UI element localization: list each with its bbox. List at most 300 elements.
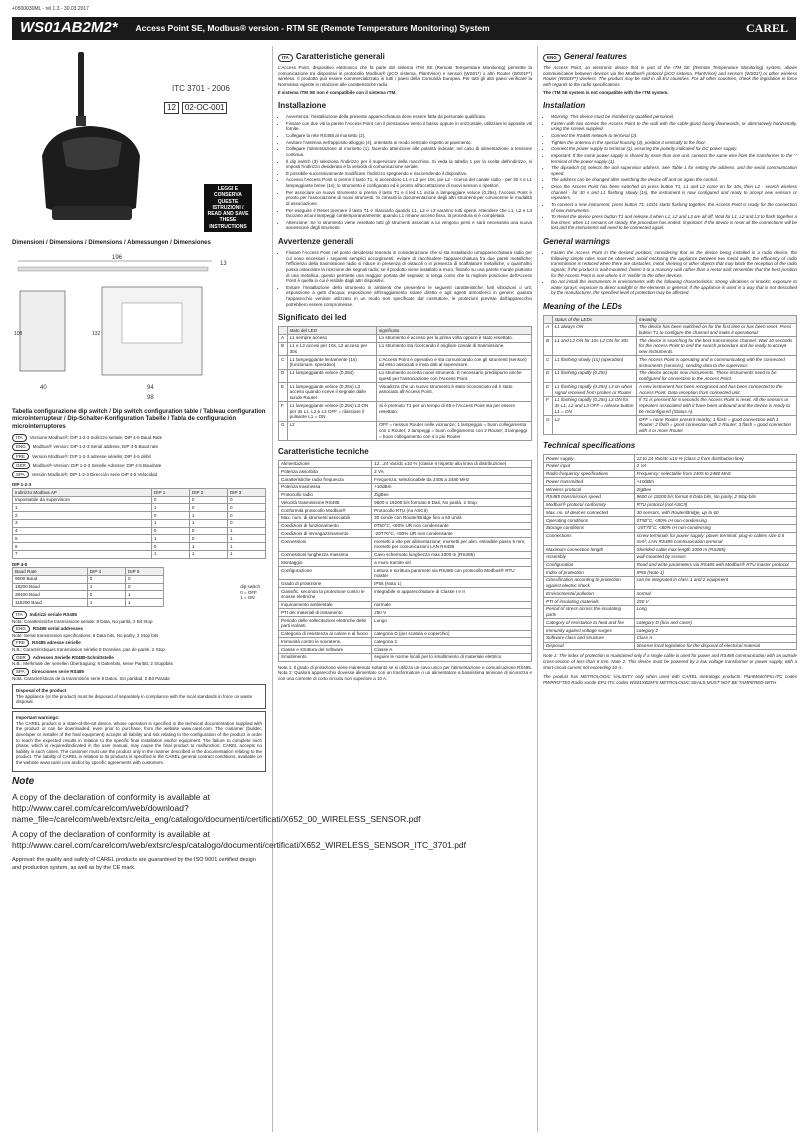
- table-cell: 250 V: [372, 609, 532, 617]
- table-header-row: [13, 568, 164, 576]
- dim-196: 196: [112, 254, 123, 261]
- table-row: [13, 599, 164, 607]
- spec-row: [279, 630, 532, 638]
- table-cell: 0: [227, 504, 265, 512]
- table-cell: ZigBee: [634, 486, 796, 494]
- rs485-title: RS485 adresse sérielle: [32, 640, 81, 646]
- dim-13: 13: [220, 260, 227, 267]
- table-cell: 9600 or 19200 b/s format 8 Data bits, No parity, 2 Stop bits: [634, 493, 796, 501]
- table-cell: Connections: [544, 532, 635, 545]
- led-row: [279, 356, 532, 369]
- note-title: Note: [12, 775, 35, 787]
- table-cell: Maximum connection length: [544, 546, 635, 554]
- spec-row: [279, 646, 532, 654]
- table-cell: L1 flashing rapidly (0.25s) L3 ON for 3s L1, L2 and L3 OFF = release button L1 = ON: [552, 396, 636, 415]
- table-cell: 0: [126, 583, 164, 591]
- table-header-cell: DIP 3: [227, 489, 265, 497]
- table-header-cell: [544, 316, 553, 324]
- table-header-row: [279, 327, 532, 335]
- spec-row: [544, 455, 797, 463]
- led-title: Meaning of the LEDs: [543, 302, 623, 311]
- table-cell: 9600 Baud: [13, 575, 88, 583]
- table-cell: Configurazione: [279, 567, 372, 580]
- itc-label: ITC 3701 - 2006: [172, 84, 230, 93]
- table-cell: 250 V: [634, 598, 796, 606]
- table-cell: L1 e L2 accesi per 10s, L2 acceso per 30s: [287, 342, 376, 355]
- table-cell: Classific. secondo la protezione contro le scosse elettriche: [279, 588, 372, 601]
- table-cell: Periodo delle sollecitazioni elettriche delle parti isolanti: [279, 617, 372, 630]
- table-cell: 1: [189, 519, 227, 527]
- table-cell: Modbus® protocol conformity: [544, 501, 635, 509]
- table-cell: 3: [13, 519, 152, 527]
- table-cell: 30 sensors, with Router/Bridge, up to 60: [634, 509, 796, 517]
- table-cell: 1: [227, 543, 265, 551]
- table-cell: 12 to 24 Vac/dc ±10 % (class 2 from distribution line): [634, 455, 796, 463]
- list-item: • Per eseguire il Reset premere il tasto T1 e rilasciarlo quando L1, L2 e L3 saranno tutti spenti. Attendere che L1, L2 e L3 facciano alcuni lampeggi contemporaneamente: quando L1 rimane acceso fisso, la procedura si è completata.: [286, 208, 532, 219]
- table-row: [13, 543, 266, 551]
- led-row: [279, 342, 532, 355]
- note-2: A copy of the declaration of conformity is available at http://www.carel.com/carelcom/web/extsrc/esp/catalogo/documenti/certificati/X652_WIRELESS_SENSOR_ITC_3701.pdf: [12, 829, 467, 851]
- rs485-item: [12, 654, 266, 667]
- table-cell: Software class and structure: [544, 634, 635, 642]
- note-1: A copy of the declaration of conformity is available at http://www.carel.com/carelcom/web/download?name_file=/carelcom/web/extsrc/eita_eng/catalogo/documenti/certificati/X652_00_WIRELESS_SENSOR.pdf: [12, 792, 421, 825]
- table-cell: Disposal: [544, 642, 635, 650]
- rs485-title: Direcciones serie RS485: [31, 668, 84, 674]
- spec-row: [544, 478, 797, 486]
- spec-row: [544, 509, 797, 517]
- table-cell: 1: [126, 591, 164, 599]
- table-cell: Shielded cable max length 1000 m (RS485): [634, 546, 796, 554]
- list-item: • Avvertenza: l'installazione della presente apparecchiatura deve essere fatta da personale qualificato.: [286, 114, 532, 120]
- table-cell: L1 sempre acceso: [287, 334, 376, 342]
- spec-row: [279, 580, 532, 588]
- table-cell: C: [544, 356, 553, 369]
- table-cell: Classe A: [372, 646, 532, 654]
- table-cell: 1: [87, 583, 125, 591]
- table-cell: Montaggio: [279, 559, 372, 567]
- table-cell: category D (box and cover): [634, 619, 796, 627]
- table-cell: L2: [287, 421, 376, 440]
- table-cell: The device is searching for the best transmission channel. Wait 10 seconds for the Access Point to end the search procedure and be ready to accept new instruments.: [636, 337, 796, 356]
- itc-number: 12: [164, 102, 179, 114]
- table-cell: seguire le norme locali per lo smaltimento di materiale elettrico: [372, 653, 532, 661]
- model-code: WS01AB2M2*: [20, 19, 118, 37]
- table-cell: E: [544, 383, 553, 396]
- lang-badge: ITA: [12, 434, 27, 442]
- table-cell: The device accepts new instruments. These instruments need to be configured for connection to the Access Point.: [636, 369, 796, 382]
- installation-list: [551, 114, 797, 231]
- installation-title: Installazione: [278, 101, 327, 111]
- rs485-item: [12, 611, 266, 624]
- spec-row: [544, 642, 797, 650]
- lang-eng-badge: ENG: [543, 54, 561, 62]
- led-row: [279, 334, 532, 342]
- spec-row: [279, 601, 532, 609]
- table-cell: OFF = nessun Router nelle vicinanze; 1 lampeggio = buon collegamento con 1 Router; 2 lampeggi = buon collegamento con 2 Router; 3 lampeggi = buon collegamento con 4 o più Router: [376, 421, 531, 440]
- led-table: [543, 315, 797, 435]
- read-save-instructions-badge: LEGGI E CONSERVA QUESTE ISTRUZIONI / READ AND SAVE THESE INSTRUCTIONS: [204, 184, 252, 232]
- table-cell: L1 lampeggiante veloce (0,25s) L3 ON per 3s L1, L2 e L3 OFF = rilasciare il pulsante L1 = ON: [287, 402, 376, 421]
- table-cell: 0T50°C, <80% UR non condensante: [372, 522, 532, 530]
- table-cell: IP55 (Nota 1): [372, 580, 532, 588]
- table-cell: Period of stress across the insulating parts: [544, 605, 635, 618]
- table-header-cell: significato: [376, 327, 531, 335]
- table-cell: 0: [151, 512, 189, 520]
- dim-40: 40: [40, 384, 47, 391]
- list-item: • Per associare un nuovo strumento si prema il tasto T1 e il led L1 inizia a lampeggiare veloce (0,25s), l'Access Point è pronto per l'associazione di nuovi strumenti. Si consulti la documentazione degli altri strumenti per conoscerne le modalità di associazione.: [286, 190, 532, 207]
- table-cell: The device has been switched on for the first time or has been reset. Press button T1 to configure the channel and make it operational.: [636, 323, 796, 336]
- table-header-row: [13, 489, 266, 497]
- spec-row: [544, 501, 797, 509]
- table-cell: Velocità trasmissione RS485: [279, 499, 372, 507]
- table-header-cell: DIP 1: [151, 489, 189, 497]
- dim-132: 132: [92, 330, 101, 337]
- lang-badge: ENG: [12, 443, 30, 451]
- table-cell: Lungo: [372, 617, 532, 630]
- spec-row: [279, 468, 532, 476]
- table-cell: L1 flashing rapidly (0.25s): [552, 369, 636, 382]
- lang-badge: FRE: [12, 453, 29, 461]
- spec-row: [544, 627, 797, 635]
- version-text: Version Modbus®: DIP 1-2-3 adresse sérielle; DIP 4-5 débit: [32, 453, 151, 459]
- dimensions-drawing: [12, 251, 266, 401]
- list-item: • Collegare la rete RS485 al morsetto (2).: [286, 133, 532, 139]
- led-table: [278, 326, 532, 440]
- led-row: [544, 337, 797, 356]
- disposal-box: [12, 684, 266, 709]
- version-item: [12, 443, 266, 451]
- dim-98: 98: [147, 394, 154, 401]
- product-area: [12, 46, 266, 236]
- table-cell: Smaltimento: [279, 653, 372, 661]
- table-cell: 1: [227, 527, 265, 535]
- led-row: [279, 421, 532, 440]
- table-cell: L1 and L2 ON for 10s L2 ON for 30s: [552, 337, 636, 356]
- spec-row: [279, 567, 532, 580]
- version-item: [12, 462, 266, 470]
- table-cell: 6: [13, 543, 152, 551]
- column-divider: [537, 46, 538, 1132]
- table-cell: 0: [87, 575, 125, 583]
- table-cell: Immunity against voltage surges: [544, 627, 635, 635]
- table-cell: ZigBee: [372, 491, 532, 499]
- important-box: [12, 711, 266, 772]
- spec-row: [279, 551, 532, 559]
- table-header-cell: DIP 2: [189, 489, 227, 497]
- spec-row: [544, 532, 797, 545]
- table-cell: Alimentazione: [279, 460, 372, 468]
- tech-title: Technical specifications: [543, 441, 636, 451]
- list-item: • Connect the power supply to terminal (1), ensuring the polarity indicated for DC power supply.: [551, 146, 797, 152]
- table-cell: A new instrument has been recognised and has been connected to the Access Point. Data reception from connected unit.: [636, 383, 796, 396]
- list-item: • Important: If the same power supply is shared by more than one unit, connect the same wire from the transformer to the '-' terminal of the power supply (1).: [551, 153, 797, 164]
- table-header-cell: stato del LED: [287, 327, 376, 335]
- version-item: [12, 453, 266, 461]
- italian-column: [278, 46, 532, 683]
- spec-row: [544, 486, 797, 494]
- warnings-list: [551, 250, 797, 296]
- spec-row: [544, 576, 797, 589]
- note-section: [12, 775, 467, 872]
- spec-row: [544, 619, 797, 627]
- table-cell: A: [279, 334, 288, 342]
- led-row: [279, 369, 532, 382]
- tech-table: [278, 460, 532, 662]
- list-item: • To Reset the device press button T1 and release it when L1, L2 and L3 are all off. Wait for L1, L2 and L3 to flash together a few times: when L1 remains on steady, the procedure has ended. Important: If the device is reset all the connections will be lost and the instruments will need to be connected again.: [551, 214, 797, 231]
- table-cell: 0: [151, 527, 189, 535]
- table-cell: +10dBm: [372, 483, 532, 491]
- lang-ita-badge: ITA: [278, 54, 293, 62]
- table-cell: Lo strumento accetta nuovi strumenti. È necessario predisporre anche questi per l'associazione con l'Access Point.: [376, 369, 531, 382]
- table-cell: L1 lampeggiante veloce (0,25s): [287, 369, 376, 382]
- warnings-title: General warnings: [543, 237, 611, 246]
- led-title: Significato dei led: [278, 313, 347, 323]
- table-cell: Protocollo radio: [279, 491, 372, 499]
- table-cell: G: [544, 416, 553, 435]
- installation-title: Installation: [543, 101, 586, 111]
- table-cell: B: [544, 337, 553, 356]
- dip45-title: DIP 4-5: [12, 561, 28, 567]
- spec-row: [279, 514, 532, 522]
- important-title: Important warnings:: [16, 715, 60, 721]
- table-cell: 1: [151, 550, 189, 558]
- table-cell: Power transmitted: [544, 478, 635, 486]
- itc-date: 02-OC-001: [182, 102, 228, 114]
- table-cell: 19200 Baud: [13, 583, 88, 591]
- list-item: • Warning: This device must be installed by qualified personnel.: [551, 114, 797, 120]
- table-cell: Si è premuto T1 per un tempo di 65 e l'Access Point sta per essere resettato.: [376, 402, 531, 421]
- general-text: The Access Point, an electronic device that is part of the rTM SE (Remote Temperature Monitoring) system, allows communication between devices via the Modbus® protocol (pCO sistema, PlantVisor) and sensors (WS01*) or other wireless Router (WS01F*) wireless. The product may be sold in all EU countries. For all other countries, check the legislation in force with regards to the radio specifications.: [543, 65, 797, 87]
- table-cell: RTU protocol (not ASCII): [634, 501, 796, 509]
- rs485-item: [12, 625, 266, 638]
- table-cell: 1: [189, 512, 227, 520]
- table-cell: 1: [227, 550, 265, 558]
- table-cell: -20T70°C, <80% rH non-condensing: [634, 524, 796, 532]
- table-cell: 115200 Baud: [13, 599, 88, 607]
- list-item: • Connect the RS485 network to terminal (2).: [551, 133, 797, 139]
- table-cell: 0: [227, 519, 265, 527]
- warnings-list: [286, 250, 532, 307]
- led-row: [544, 396, 797, 415]
- rs485-item: [12, 668, 266, 681]
- table-cell: L1 flashing rapidly (0.25s) L3 on when signal received from probes or Router: [552, 383, 636, 396]
- table-header-row: [544, 316, 797, 324]
- table-cell: E: [279, 383, 288, 402]
- table-cell: 1: [151, 504, 189, 512]
- table-cell: Inquinamento ambientale: [279, 601, 372, 609]
- table-cell: Immunità contro le sovratens.: [279, 638, 372, 646]
- version-text: Versión Modbus®: DIP 1-2-3 Dirección serie DIP 4-5 Velocidad: [31, 471, 158, 477]
- tech-table: [543, 454, 797, 650]
- led-row: [544, 323, 797, 336]
- table-cell: The Access Point is operating and is communicating with the connected instruments (sensors), sending data to the supervisor.: [636, 356, 796, 369]
- table-cell: a muro tramite viti: [372, 559, 532, 567]
- rs485-title: RS485 serial addresses: [32, 626, 84, 632]
- dipswitch-legend: dip switch 0 = OFF 1 = ON: [240, 584, 260, 601]
- table-cell: Index of protection: [544, 569, 635, 577]
- table-cell: L2: [552, 416, 636, 435]
- table-row: [13, 583, 164, 591]
- table-cell: 30 sonde con Router/Bridge fino a 60 unità: [372, 514, 532, 522]
- list-item: • The address can be changed after switching the device off and on again the control.: [551, 177, 797, 183]
- lang-badge: GER: [12, 462, 30, 470]
- table-cell: Lettura e scrittura parametri via RS485 con protocollo Modbus® RTU master: [372, 567, 532, 580]
- general-text: L'Access Point, dispositivo elettronico che fa parte del sistema rTM SE (Remote Temperature Monitoring) permette la comunicazione tra dispositivi in protocollo Modbus® (pCO sistema, PlantVisor) e sensori (WS01*) o altri Router (WS01F*) wireless. Il prodotto può essere commercializzato in tutti i paesi della Comunità Europea. Per tutti gli altri paesi verificare la Normativa vigente in relazione alle caratteristiche radio.: [278, 65, 532, 87]
- general-title: ENG General features: [543, 52, 797, 62]
- table-cell: D: [544, 369, 553, 382]
- lang-badge: ITA: [12, 611, 27, 619]
- table-cell: Configuration: [544, 561, 635, 569]
- led-row: [544, 369, 797, 382]
- product-photo: [32, 46, 152, 236]
- table-cell: normal: [634, 590, 796, 598]
- table-cell: A: [544, 323, 553, 336]
- dip45-table: [12, 567, 164, 607]
- list-item: • Tighten the antenna in the special housing (4), position it vertically to the floor.: [551, 140, 797, 146]
- metrologic-note: The product has METROLOGIC VALIDITY only when used with CAREL metrologic products: PlantWatchPro-ITC codes PWPRO*TE0 Radio sonde EP1-ITC codes WS01XB2M*0 METROLOGIC SEALS MUST NOT BE TAMPERED WITH: [543, 674, 797, 685]
- spec-row: [544, 634, 797, 642]
- table-cell: Connessioni lunghezza massima: [279, 551, 372, 559]
- approval-text: Approval: the quality and safety of CAREL products are guaranteed by the ISO 9001 certified design and production system, as well as by the CE mark.: [12, 857, 256, 871]
- rs485-text: N.B.: Caractéristiques transmission sérielle 8 Données, pas de parité, 2 Stop: [12, 647, 165, 653]
- table-cell: 4: [13, 527, 152, 535]
- table-cell: IP55 (Note 1): [634, 569, 796, 577]
- table-row: [13, 504, 266, 512]
- table-row: [13, 519, 266, 527]
- list-item: • Il dip switch (3) seleziona l'indirizzo per il supervisore della macchina. Si veda la tabella 1 per la scelta dell'indirizzo, si imposti l'indirizzo desiderato e la velocità di comunicazione seriale.: [286, 159, 532, 170]
- spec-row: [279, 609, 532, 617]
- table-cell: Caratteristiche radio frequenza: [279, 476, 372, 484]
- version-list: [12, 434, 266, 478]
- table-cell: 0: [189, 527, 227, 535]
- table-cell: Long: [634, 605, 796, 618]
- table-cell: C: [279, 356, 288, 369]
- table-row: [13, 535, 266, 543]
- spec-row: [544, 517, 797, 525]
- table-cell: PTI of insulating materials: [544, 598, 635, 606]
- table-cell: 0: [126, 575, 164, 583]
- version-item: [12, 471, 266, 479]
- table-cell: 1: [13, 504, 152, 512]
- table-cell: Impostabile da supervisore: [13, 496, 152, 504]
- disposal-text: The appliance (or the product) must be disposed of separately in compliance with the local standards in force on waste disposal.: [16, 693, 253, 705]
- spec-row: [544, 493, 797, 501]
- table-cell: L1 lampeggiante lentamente (1s) (funzionam. operativo): [287, 356, 376, 369]
- rs485-text: Note: Serial transmission specifications: 8 Data bits, No parity, 2 Stop bits: [12, 632, 159, 638]
- spec-row: [279, 483, 532, 491]
- table-cell: Class A: [634, 634, 796, 642]
- table-header-cell: DIP 5: [126, 568, 164, 576]
- table-cell: Operating conditions: [544, 517, 635, 525]
- table-header-cell: Indirizzo Modbus AP: [13, 489, 152, 497]
- spec-row: [544, 605, 797, 618]
- lang-badge: SPA: [12, 668, 29, 676]
- table-row: [13, 575, 164, 583]
- table-cell: 0T50°C, <80% rH non-condensing: [634, 517, 796, 525]
- table-cell: 0: [189, 535, 227, 543]
- rs485-text: Nota: Características de la transmisión serie 8 Datos, Sin paridad, 2 Bit Parada: [12, 675, 170, 681]
- table-cell: Radio frequency specifications: [544, 470, 635, 478]
- table-cell: Assembly: [544, 553, 635, 561]
- led-row: [544, 383, 797, 396]
- dip123-title: DIP 1-2-3: [12, 482, 32, 488]
- table-cell: 38400 Baud: [13, 591, 88, 599]
- spec-row: [279, 617, 532, 630]
- rs485-text: N.B.: Merkmale der seriellen Übertragung: 8 Datenbits, keine Parität, 2 Stoppbits: [12, 661, 173, 667]
- table-cell: G: [279, 421, 288, 440]
- dip123-table: [12, 488, 266, 559]
- table-cell: 0: [87, 591, 125, 599]
- lang-badge: GER: [12, 654, 30, 662]
- table-cell: F: [279, 402, 288, 421]
- table-cell: F: [544, 396, 553, 415]
- table-cell: wall-mounted by screws: [634, 553, 796, 561]
- tech-notes: Nota 1: Il grado di protezione viene mantenuto soltanto se si utilizza un cavo unico per l'alimentazione e comunicazione RS485. Nota 2: Qualora apparecchio dovesse alimentato con un trasformatore o un alimentatore a bassissima tensione di sicurezza e con una corrente di corto circuito non superiore a 10 A.: [278, 664, 532, 681]
- table-cell: Read and write parameters via RS485 with Modbus® RTU master protocol: [634, 561, 796, 569]
- table-cell: Frequenza: selezionabile da 2405 a 2480 MHz: [372, 476, 532, 484]
- table-cell: 0: [227, 496, 265, 504]
- list-item: • Fissare con due viti la parete l'Access Point con il pressacavo verso il basso oppure in orizzontale, utilizzare le apposite viti fornite.: [286, 121, 532, 132]
- rs485-item: [12, 639, 266, 652]
- title-bar: [12, 17, 796, 40]
- table-cell: Condizioni di funzionamento: [279, 522, 372, 530]
- spec-row: [279, 588, 532, 601]
- table-cell: 1: [151, 519, 189, 527]
- table-cell: 0: [151, 543, 189, 551]
- table-cell: L1 lampeggiante veloce (0,25s) L3 acceso quando riceve il segnale dalle sonde Router: [287, 383, 376, 402]
- table-row: [13, 550, 266, 558]
- list-item: • Attenzione: Se lo strumento viene resettato tutti gli strumenti associati a lui vengono persi e sarà necessaria una nuova annessione degli strumenti.: [286, 220, 532, 231]
- led-row: [544, 356, 797, 369]
- table-cell: 0: [189, 504, 227, 512]
- table-cell: observe local legislation for the disposal of electrical material: [634, 642, 796, 650]
- table-cell: Frequency: selectable from 2405 to 2480 MHz: [634, 470, 796, 478]
- led-row: [279, 402, 532, 421]
- general-title: ITA Caratteristiche generali: [278, 52, 532, 62]
- table-cell: categoria 2: [372, 638, 532, 646]
- rs485-title: Indirizzi seriale RS485: [29, 611, 77, 617]
- spec-row: [279, 653, 532, 661]
- table-cell: Grado di protezione: [279, 580, 372, 588]
- table-cell: 9600 o 19200 b/s formato 8 Dati, No parità, 2 Stop: [372, 499, 532, 507]
- lang-badge: SPA: [12, 471, 29, 479]
- table-cell: B: [279, 342, 288, 355]
- list-item: • Fissare l'Access Point nel posto desiderato tenendo in considerazione che si sta installando un'apparecchiatura radio per cui sono necessari i seguenti semplici accorgimenti: evitare di racchiudere l'apparecchiatura fra due pareti metalliche; l'efficienza della trasmissione radio si riduce in presenza di ostacoli o in presenza di scaffalature metalliche, o quant'altro possa ostacolare la ricezione dei segnali radio; se il prodotto viene installato a muro, fissarlo su una parete murale piuttosto di una metallica, questo permette una maggior portata del segnale; si tenga conto che la migliore posizione dell'Access Point è quella in cui è visibile dagli altri dispositivi.: [286, 250, 532, 284]
- document-title: Access Point SE, Modbus® version - RTM SE (Remote Temperature Monitoring) System: [135, 23, 490, 34]
- spec-row: [279, 559, 532, 567]
- table-cell: 1: [87, 599, 125, 607]
- table-cell: D: [279, 369, 288, 382]
- dip-table-title: Tabella configurazione dip switch / Dip switch configuration table / Tableau configuration microinterrupteur / Dip-Schalter-Konfiguration Tabelle / Tabla de configuración microinterruptores: [12, 408, 266, 430]
- table-cell: 1: [189, 550, 227, 558]
- document-code: +0500030ML - rel 1.3 - 30.03.2017: [12, 6, 89, 12]
- table-cell: If T1 is pressed for 6 seconds the Access Point is reset. All the sensors or repeaters associated with it have been unbound and the device is ready to be reconfigured (Status A).: [636, 396, 796, 415]
- spec-row: [279, 499, 532, 507]
- table-cell: Cavo schermato lunghezza max 1000 m (RS485): [372, 551, 532, 559]
- table-cell: Condizioni di immagazzinamento: [279, 530, 372, 538]
- table-cell: L1 flashing slowly (1s) (operation): [552, 356, 636, 369]
- table-cell: categoria D (per scatola e coperchio): [372, 630, 532, 638]
- table-cell: 1: [189, 543, 227, 551]
- itc-box: [164, 102, 227, 114]
- table-row: [13, 527, 266, 535]
- table-cell: integrabile in apparecchiature di Classe I e II: [372, 588, 532, 601]
- table-cell: RS485 transmission speed: [544, 493, 635, 501]
- table-cell: 2 VA: [372, 468, 532, 476]
- table-cell: 0: [227, 512, 265, 520]
- table-cell: Power input: [544, 462, 635, 470]
- table-cell: Category of resistance to heat and fire: [544, 619, 635, 627]
